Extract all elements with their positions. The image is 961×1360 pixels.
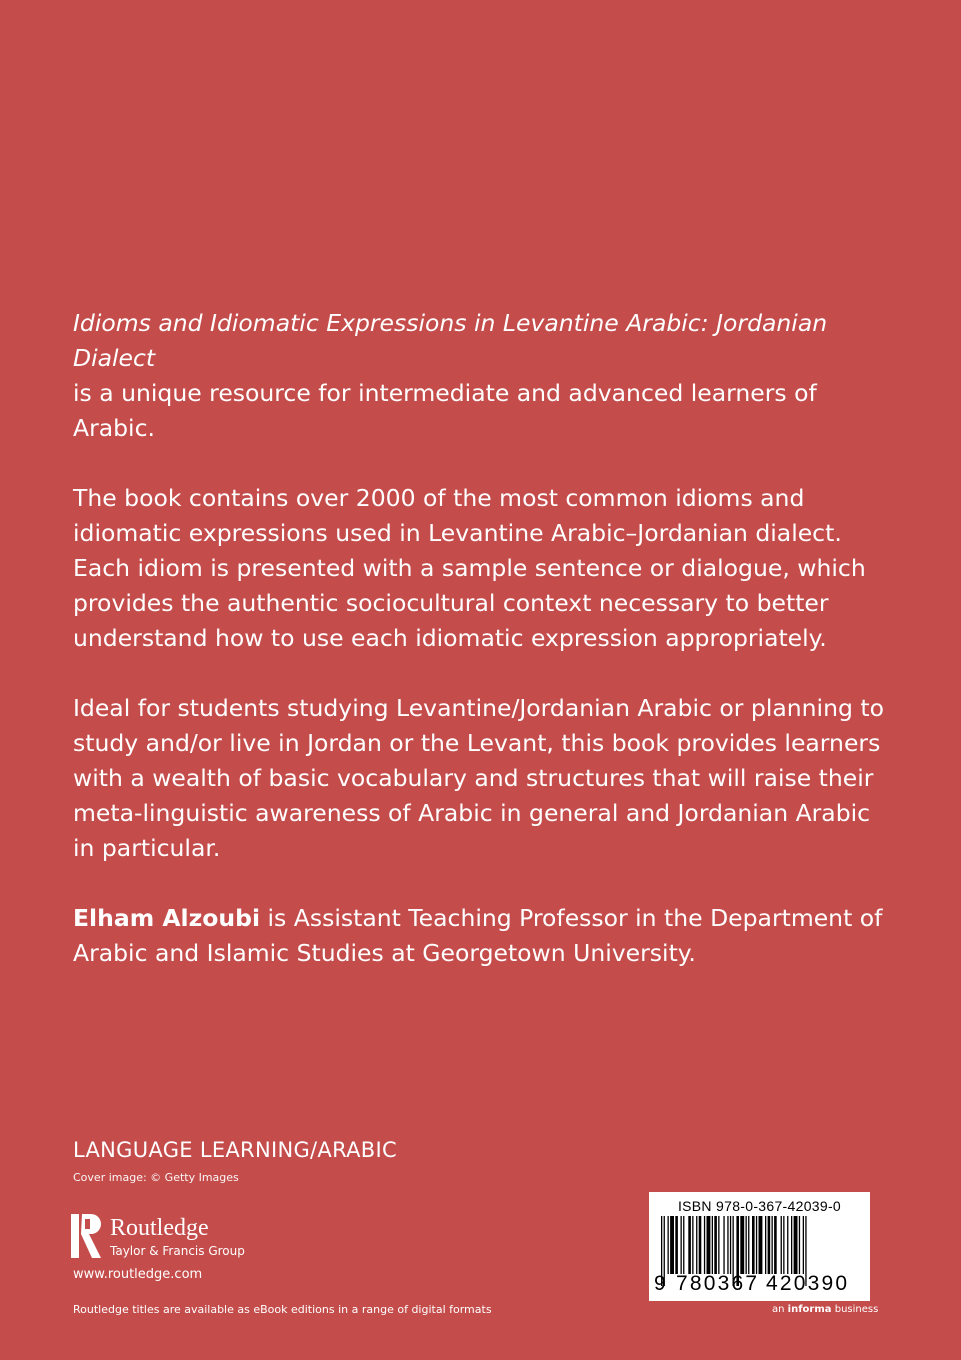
informa-tagline xyxy=(772,1304,878,1315)
barcode-bar xyxy=(688,1216,691,1274)
subject-category: LANGUAGE LEARNING/ARABIC xyxy=(73,1138,397,1162)
publisher-logo xyxy=(70,1212,310,1262)
barcode-bar xyxy=(683,1216,684,1274)
barcode-digit-lead: 9 xyxy=(654,1272,666,1295)
barcode-bar xyxy=(675,1216,678,1274)
informa-suffix: business xyxy=(834,1304,879,1315)
barcode-bar xyxy=(699,1216,702,1274)
ebook-note: Routledge titles are available as eBook editions in a range of digital formats xyxy=(73,1303,492,1316)
barcode-bar xyxy=(799,1216,800,1274)
barcode-bar xyxy=(768,1216,771,1274)
barcode-bar xyxy=(781,1216,782,1274)
barcode-bar xyxy=(803,1216,804,1274)
barcode-bar xyxy=(765,1216,766,1274)
barcode-bar xyxy=(712,1216,713,1274)
barcode-bar xyxy=(748,1216,749,1274)
barcode-bar xyxy=(727,1216,728,1274)
publisher-group: Taylor & Francis Group xyxy=(110,1244,245,1258)
publisher-name: Routledge xyxy=(110,1215,209,1241)
barcode-bar xyxy=(681,1216,682,1274)
barcode-bar xyxy=(718,1216,719,1274)
intro-text: is a unique resource for intermediate and advanced learners of Arabic. xyxy=(73,379,817,442)
barcode-bar xyxy=(746,1216,747,1274)
barcode-bar xyxy=(723,1216,724,1274)
barcode-digits-left: 780367 xyxy=(676,1272,760,1295)
barcode-bar xyxy=(772,1216,773,1274)
author-name: Elham Alzoubi xyxy=(73,904,261,932)
barcode-bar xyxy=(774,1216,777,1274)
barcode-bar xyxy=(791,1216,792,1274)
barcode-bar xyxy=(756,1216,757,1274)
barcode-bar xyxy=(783,1216,784,1274)
barcode-bar xyxy=(668,1216,669,1274)
barcode-bar xyxy=(696,1216,697,1274)
barcode-bar xyxy=(670,1216,674,1274)
audience-paragraph: Ideal for students studying Levantine/Jordanian Arabic or planning to study and/or live in Jordan or the Levant, this book provides learners with a wealth of basic vocabulary and structures that will raise their meta-linguistic awareness of Arabic in general and Jordanian Arabic in particular. xyxy=(73,694,884,862)
intro-paragraph xyxy=(73,306,893,446)
book-title: Idioms and Idiomatic Expressions in Levantine Arabic: Jordanian Dialect xyxy=(73,309,828,372)
informa-prefix: an xyxy=(772,1304,785,1315)
barcode-bar xyxy=(730,1216,731,1274)
routledge-mark-icon xyxy=(70,1212,104,1260)
contents-paragraph: The book contains over 2000 of the most common idioms and idiomatic expressions used in Levantine Arabic–Jordanian dialect. Each idiom is presented with a sample sentence or dialogue, which provides the authentic sociocultural context necessary to better understand how to use each idiomatic expression appropriately. xyxy=(73,484,866,652)
publisher-url: www.routledge.com xyxy=(73,1267,203,1282)
cover-credit: Cover image: © Getty Images xyxy=(73,1171,239,1184)
barcode-bar xyxy=(704,1216,705,1274)
barcode-bar xyxy=(787,1216,788,1274)
barcode-bar xyxy=(714,1216,717,1274)
barcode-bar xyxy=(752,1216,755,1274)
author-paragraph xyxy=(73,901,893,971)
back-cover-blurb xyxy=(73,306,893,971)
barcode-bar xyxy=(759,1216,763,1274)
barcode-bar xyxy=(707,1216,711,1274)
isbn-barcode xyxy=(649,1192,870,1301)
isbn-label: ISBN 978-0-367-42039-0 xyxy=(677,1198,842,1214)
barcode-bar xyxy=(692,1216,693,1274)
author-bio: is Assistant Teaching Professor in the Department of Arabic and Islamic Studies at Georgetown University. xyxy=(73,904,883,967)
barcode-bar xyxy=(740,1216,744,1274)
barcode-digits-right: 420390 xyxy=(766,1272,850,1295)
barcode-bar xyxy=(794,1216,798,1274)
informa-name: informa xyxy=(787,1304,832,1315)
